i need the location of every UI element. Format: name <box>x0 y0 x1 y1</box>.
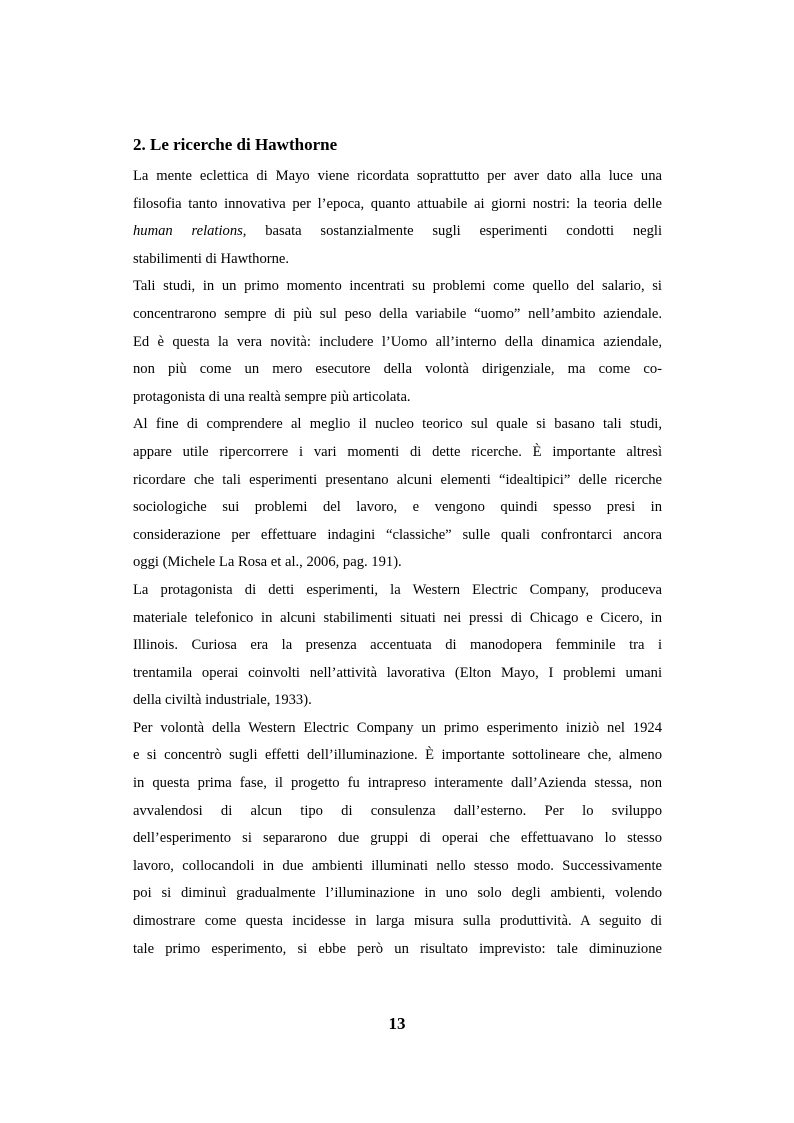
text-line: appare utile ripercorrere i vari momenti di dette ricerche. È importante altresì <box>133 443 662 460</box>
text-line: della civiltà industriale, 1933). <box>133 692 312 709</box>
text-line: in questa prima fase, il progetto fu intrapreso interamente dall’Azienda stessa, non <box>133 775 662 792</box>
text-line: Illinois. Curiosa era la presenza accentuata di manodopera femminile tra i <box>133 637 662 654</box>
text-line: La protagonista di detti esperimenti, la Western Electric Company, produceva <box>133 581 662 598</box>
text-line: concentrarono sempre di più sul peso della variabile “uomo” nell’ambito aziendale. <box>133 305 662 322</box>
text-line: Tali studi, in un primo momento incentrati su problemi come quello del salario, si <box>133 278 662 295</box>
text-line: poi si diminuì gradualmente l’illuminazione in uno solo degli ambienti, volendo <box>133 885 662 902</box>
text-line: filosofia tanto innovativa per l’epoca, quanto attuabile ai giorni nostri: la teoria delle <box>133 195 662 212</box>
text-line: tale primo esperimento, si ebbe però un risultato imprevisto: tale diminuzione <box>133 940 662 957</box>
text-line: considerazione per effettuare indagini “classiche” sulle quali confrontarci ancora <box>133 526 662 543</box>
text-line: non più come un mero esecutore della volontà dirigenziale, ma come co- <box>133 361 662 378</box>
text-line: protagonista di una realtà sempre più articolata. <box>133 388 411 405</box>
section-heading: 2. Le ricerche di Hawthorne <box>133 135 338 154</box>
page-number: 13 <box>388 1014 406 1033</box>
paragraph-4 <box>133 577 662 715</box>
text-line: Al fine di comprendere al meglio il nucleo teorico sul quale si basano tali studi, <box>133 416 662 433</box>
paragraph-3 <box>133 411 662 577</box>
text-line: sociologiche sui problemi del lavoro, e vengono quindi spesso presi in <box>133 499 662 516</box>
text-line: stabilimenti di Hawthorne. <box>133 250 290 267</box>
text-line: Per volontà della Western Electric Company un primo esperimento iniziò nel 1924 <box>133 719 662 736</box>
italic-term: human relations, <box>133 223 247 240</box>
page-content <box>133 134 662 963</box>
text-line: La mente eclettica di Mayo viene ricordata soprattutto per aver dato alla luce una <box>133 168 662 184</box>
text-line: ricordare che tali esperimenti presentano alcuni elementi “idealtipici” delle ricerche <box>133 471 662 488</box>
text-line: e si concentrò sugli effetti dell’illuminazione. È importante sottolineare che, almeno <box>133 747 662 764</box>
paragraph-5 <box>133 715 662 963</box>
text-line: Ed è questa la vera novità: includere l’Uomo all’interno della dinamica aziendale, <box>133 333 662 350</box>
text-line: lavoro, collocandoli in due ambienti illuminati nello stesso modo. Successivamente <box>133 857 662 874</box>
text-line-rest: basata sostanzialmente sugli esperimenti condotti negli <box>246 223 662 240</box>
text-line: oggi (Michele La Rosa et al., 2006, pag. 191). <box>133 554 402 571</box>
text-line: avvalendosi di alcun tipo di consulenza dall’esterno. Per lo sviluppo <box>133 802 662 819</box>
text-line: trentamila operai coinvolti nell’attività lavorativa (Elton Mayo, I problemi umani <box>133 664 662 681</box>
text-line <box>133 218 662 246</box>
paragraph-2 <box>133 273 662 411</box>
text-line: dimostrare come questa incidesse in larga misura sulla produttività. A seguito di <box>133 913 662 930</box>
text-line: materiale telefonico in alcuni stabilimenti situati nei pressi di Chicago e Cicero, in <box>133 609 662 626</box>
paragraph-1 <box>133 163 662 273</box>
text-line: dell’esperimento si separarono due gruppi di operai che effettuavano lo stesso <box>133 830 662 847</box>
